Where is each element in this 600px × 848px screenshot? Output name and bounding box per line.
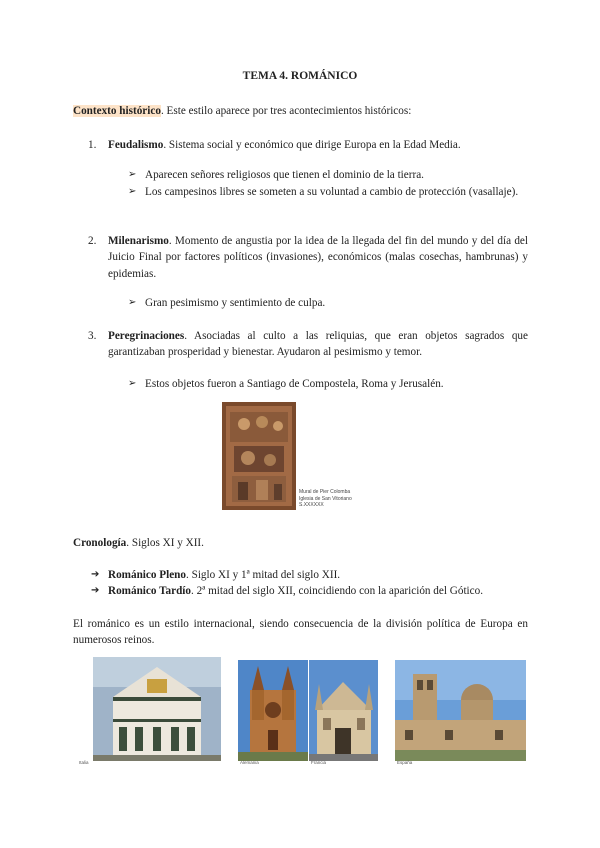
item-text: . Momento de angustia por la idea de la llegada del fin del mundo y del día del Juicio Final por factores políticos (invasiones), económicos (malas cosechas, hambrunas) y epidemias.: [108, 235, 528, 280]
item-milenarismo: [108, 233, 528, 282]
bullet-item: Estos objetos fueron a Santiago de Compostela, Roma y Jerusalén.: [145, 378, 444, 390]
periodo-term: Románico Tardío: [108, 585, 191, 597]
periodo-text: . Siglo XI y 1ª mitad del siglo XII.: [186, 569, 341, 581]
cronologia-paragraph: [73, 535, 533, 551]
photo-espana: [395, 660, 526, 761]
bullet-item: Aparecen señores religiosos que tienen el dominio de la tierra.: [145, 169, 424, 181]
contexto-label: Contexto histórico: [73, 105, 161, 117]
caption-line: Iglesia de San Vitoriano: [299, 495, 352, 502]
photo-italia: [93, 657, 221, 761]
contexto-text: . Este estilo aparece por tres acontecimientos históricos:: [160, 105, 412, 117]
item-number-2: 2.: [88, 235, 97, 247]
periodo-tardio: [108, 583, 528, 599]
item-term: Milenarismo: [108, 235, 169, 247]
bullet-icon: ➢: [128, 297, 137, 308]
photo-label: Alemania: [240, 760, 259, 765]
bullet-icon: ➢: [128, 186, 137, 197]
cronologia-label: Cronología: [73, 537, 127, 549]
arrow-icon: ➔: [91, 585, 100, 596]
photo-francia: [309, 660, 378, 761]
item-term: Peregrinaciones: [108, 330, 185, 342]
closing-paragraph: El románico es un estilo internacional, siendo consecuencia de la división política de Europa en numerosos reinos.: [73, 618, 528, 647]
bullet-item: Gran pesimismo y sentimiento de culpa.: [145, 297, 326, 309]
page-title: TEMA 4. ROMÁNICO: [242, 70, 358, 82]
photo-label: España: [397, 760, 413, 765]
photo-label: Francia: [311, 760, 327, 765]
cronologia-text: . Siglos XI y XII.: [126, 537, 204, 549]
bullet-item: Los campesinos libres se someten a su voluntad a cambio de protección (vasallaje).: [145, 186, 519, 198]
periodo-term: Románico Pleno: [108, 569, 186, 581]
item-text: . Asociadas al culto a las reliquias, que eran objetos sagrados que garantizaban prosperidad y bienestar. Ayudaron al pesimismo y temor.: [108, 330, 528, 359]
caption-line: S.XXXXXX: [299, 502, 324, 508]
item-number-3: 3.: [88, 330, 97, 342]
item-peregrinaciones: [108, 328, 528, 361]
contexto-paragraph: [73, 103, 533, 119]
image-caption: [299, 489, 369, 509]
item-term: Feudalismo: [108, 139, 164, 151]
bullet-icon: ➢: [128, 169, 137, 180]
fresco-image: [222, 402, 296, 510]
caption-line: Mural de Pier Colomba: [299, 489, 351, 495]
arrow-icon: ➔: [91, 569, 100, 580]
photo-alemania: [238, 660, 308, 761]
periodo-pleno: [108, 567, 528, 583]
periodo-text: . 2ª mitad del siglo XII, coincidiendo con la aparición del Gótico.: [191, 585, 484, 597]
item-feudalismo: [108, 137, 528, 153]
item-number-1: 1.: [88, 139, 97, 151]
item-text: . Sistema social y económico que dirige Europa en la Edad Media.: [163, 139, 461, 151]
bullet-icon: ➢: [128, 378, 137, 389]
photo-label: Italia: [79, 760, 89, 765]
